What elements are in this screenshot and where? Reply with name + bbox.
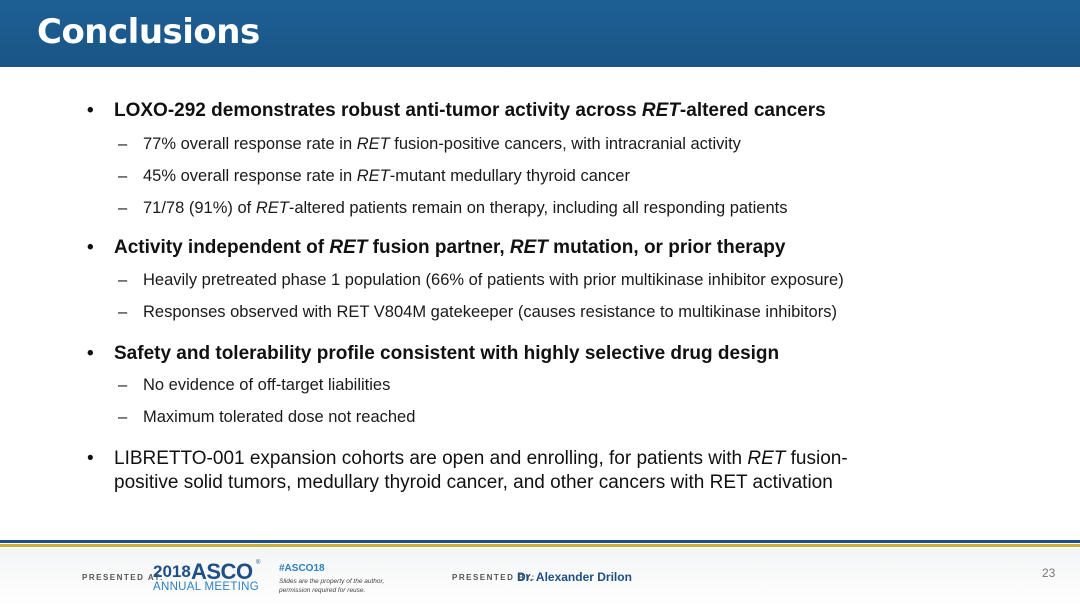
asco-trademark: ® (256, 560, 261, 566)
bullet-main-4 (87, 447, 907, 495)
bullet-text: LIBRETTO-001 expansion cohorts are open and enrolling, for patients with RET fusion-positive solid tumors, medullary thyroid cancer, and other cancers with RET activation (114, 448, 848, 493)
sub-bullet-text: 71/78 (91%) of RET-altered patients remain on therapy, including all responding patients (143, 199, 788, 217)
title-bar (0, 0, 1080, 67)
slide-title: Conclusions (37, 12, 260, 52)
page-number: 23 (1042, 566, 1056, 580)
dash-icon: – (118, 408, 128, 426)
sub-bullet-text: Responses observed with RET V804M gatekeeper (causes resistance to multikinase inhibitors) (143, 303, 837, 321)
bullet-dot-icon: • (87, 100, 94, 121)
bullet-dot-icon: • (87, 343, 94, 364)
sub-bullet-text: No evidence of off-target liabilities (143, 376, 391, 394)
sub-bullet-text: 45% overall response rate in RET-mutant medullary thyroid cancer (143, 167, 630, 185)
bullet-dot-icon: • (87, 448, 94, 469)
dash-icon: – (118, 303, 128, 321)
dash-icon: – (118, 271, 128, 289)
sub-bullet-text: 77% overall response rate in RET fusion-positive cancers, with intracranial activity (143, 135, 741, 153)
bullet-text: Safety and tolerability profile consistent with highly selective drug design (114, 343, 780, 364)
hashtag: #ASCO18 (279, 563, 325, 574)
bullet-text: Activity independent of RET fusion partner, RET mutation, or prior therapy (114, 237, 786, 258)
disclaimer-line-2: permission required for reuse. (279, 587, 366, 594)
footer-divider-gold (0, 544, 1080, 547)
asco-subtitle: ANNUAL MEETING (153, 581, 260, 593)
asco-name: ASCO (191, 559, 253, 584)
sub-bullet-text: Maximum tolerated dose not reached (143, 408, 416, 426)
dash-icon: – (118, 199, 128, 217)
dash-icon: – (118, 376, 128, 394)
bullet-dot-icon: • (87, 237, 94, 258)
sub-bullet-text: Heavily pretreated phase 1 population (66% of patients with prior multikinase inhibitor exposure) (143, 271, 844, 289)
asco-year: 2018 (153, 562, 191, 581)
dash-icon: – (118, 167, 128, 185)
dash-icon: – (118, 135, 128, 153)
bullet-text: LOXO-292 demonstrates robust anti-tumor activity across RET-altered cancers (114, 100, 826, 121)
presented-by-label: PRESENTED BY: (452, 573, 536, 582)
disclaimer (279, 577, 399, 595)
footer-divider-blue (0, 540, 1080, 543)
presenter-name: Dr. Alexander Drilon (517, 570, 632, 584)
disclaimer-line-1: Slides are the property of the author, (279, 578, 385, 585)
presented-at-label: PRESENTED AT: (82, 573, 165, 582)
